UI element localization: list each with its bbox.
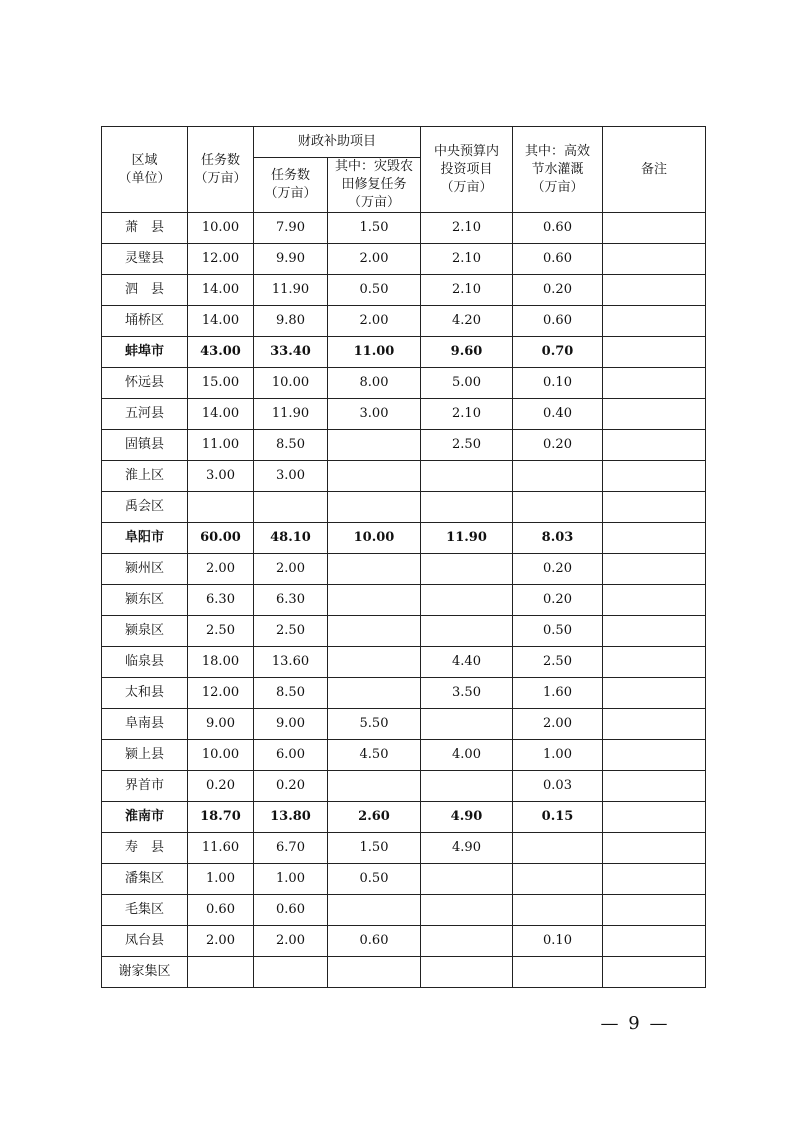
table-row: [102, 244, 706, 275]
cell-remark: [603, 430, 706, 461]
header-fiscal: 财政补助项目: [254, 127, 421, 158]
table-row: [102, 585, 706, 616]
cell-irrigation: 2.00: [513, 709, 603, 740]
cell-central: 2.50: [421, 430, 513, 461]
cell-task: 11.60: [188, 833, 254, 864]
cell-irrigation: [513, 833, 603, 864]
cell-fiscal: 9.00: [254, 709, 328, 740]
cell-central: 4.20: [421, 306, 513, 337]
cell-central: 9.60: [421, 337, 513, 368]
cell-irrigation: 0.50: [513, 616, 603, 647]
cell-task: 10.00: [188, 740, 254, 771]
cell-central: [421, 461, 513, 492]
cell-irrigation: 0.03: [513, 771, 603, 802]
cell-central: 2.10: [421, 275, 513, 306]
cell-irrigation: 0.20: [513, 585, 603, 616]
cell-fiscal: 7.90: [254, 213, 328, 244]
cell-task: 3.00: [188, 461, 254, 492]
cell-fiscal: 1.00: [254, 864, 328, 895]
cell-disaster: [328, 616, 421, 647]
cell-central: 5.00: [421, 368, 513, 399]
table-row: [102, 554, 706, 585]
cell-fiscal: 8.50: [254, 678, 328, 709]
cell-region: 谢家集区: [102, 957, 188, 988]
cell-disaster: 8.00: [328, 368, 421, 399]
city-subtotal-row: [102, 337, 706, 368]
cell-task: [188, 957, 254, 988]
cell-central: [421, 864, 513, 895]
cell-irrigation: 1.60: [513, 678, 603, 709]
cell-fiscal: 9.90: [254, 244, 328, 275]
table-row: [102, 368, 706, 399]
cell-fiscal: 6.70: [254, 833, 328, 864]
cell-disaster: 5.50: [328, 709, 421, 740]
cell-remark: [603, 864, 706, 895]
cell-disaster: [328, 585, 421, 616]
cell-fiscal: 2.00: [254, 554, 328, 585]
cell-task: 60.00: [188, 523, 254, 554]
cell-irrigation: 0.20: [513, 275, 603, 306]
cell-disaster: [328, 957, 421, 988]
cell-central: 4.40: [421, 647, 513, 678]
cell-central: 4.90: [421, 802, 513, 833]
cell-disaster: [328, 895, 421, 926]
cell-region: 五河县: [102, 399, 188, 430]
cell-task: 43.00: [188, 337, 254, 368]
cell-fiscal: 6.00: [254, 740, 328, 771]
cell-remark: [603, 213, 706, 244]
cell-remark: [603, 647, 706, 678]
cell-region: 寿 县: [102, 833, 188, 864]
cell-remark: [603, 957, 706, 988]
cell-region: 阜阳市: [102, 523, 188, 554]
cell-irrigation: 0.20: [513, 554, 603, 585]
header-region: 区域 （单位）: [102, 127, 188, 213]
cell-central: 2.10: [421, 213, 513, 244]
city-subtotal-row: [102, 523, 706, 554]
cell-disaster: 1.50: [328, 213, 421, 244]
cell-fiscal: 8.50: [254, 430, 328, 461]
cell-fiscal: 13.80: [254, 802, 328, 833]
cell-fiscal: 2.00: [254, 926, 328, 957]
cell-irrigation: 0.60: [513, 306, 603, 337]
cell-region: 萧 县: [102, 213, 188, 244]
cell-central: [421, 616, 513, 647]
cell-irrigation: 0.20: [513, 430, 603, 461]
cell-remark: [603, 368, 706, 399]
cell-task: 12.00: [188, 678, 254, 709]
cell-irrigation: [513, 461, 603, 492]
table-row: [102, 926, 706, 957]
cell-remark: [603, 678, 706, 709]
cell-central: 2.10: [421, 244, 513, 275]
cell-central: 11.90: [421, 523, 513, 554]
cell-irrigation: [513, 492, 603, 523]
cell-task: 0.20: [188, 771, 254, 802]
cell-task: 1.00: [188, 864, 254, 895]
cell-task: 2.00: [188, 926, 254, 957]
cell-central: 2.10: [421, 399, 513, 430]
cell-remark: [603, 399, 706, 430]
table-row: [102, 213, 706, 244]
cell-disaster: 2.00: [328, 306, 421, 337]
cell-remark: [603, 337, 706, 368]
cell-task: [188, 492, 254, 523]
cell-disaster: [328, 430, 421, 461]
cell-task: 11.00: [188, 430, 254, 461]
cell-disaster: 4.50: [328, 740, 421, 771]
cell-remark: [603, 833, 706, 864]
cell-remark: [603, 523, 706, 554]
cell-disaster: 2.00: [328, 244, 421, 275]
table-row: [102, 864, 706, 895]
cell-task: 6.30: [188, 585, 254, 616]
cell-task: 2.50: [188, 616, 254, 647]
cell-irrigation: 0.70: [513, 337, 603, 368]
cell-remark: [603, 585, 706, 616]
cell-central: [421, 709, 513, 740]
cell-remark: [603, 275, 706, 306]
cell-irrigation: 0.10: [513, 926, 603, 957]
cell-irrigation: 0.10: [513, 368, 603, 399]
cell-task: 9.00: [188, 709, 254, 740]
cell-disaster: [328, 771, 421, 802]
cell-irrigation: [513, 864, 603, 895]
cell-task: 18.70: [188, 802, 254, 833]
table-row: [102, 895, 706, 926]
cell-region: 颍上县: [102, 740, 188, 771]
table-row: [102, 771, 706, 802]
cell-fiscal: [254, 957, 328, 988]
table-row: [102, 678, 706, 709]
cell-region: 潘集区: [102, 864, 188, 895]
cell-region: 淮南市: [102, 802, 188, 833]
cell-region: 固镇县: [102, 430, 188, 461]
header-fiscal-task: 任务数 （万亩）: [254, 158, 328, 213]
cell-task: 14.00: [188, 399, 254, 430]
cell-disaster: 10.00: [328, 523, 421, 554]
table-header: [102, 127, 706, 213]
table-row: [102, 616, 706, 647]
cell-irrigation: 0.15: [513, 802, 603, 833]
table-row: [102, 430, 706, 461]
cell-region: 颍泉区: [102, 616, 188, 647]
cell-region: 凤台县: [102, 926, 188, 957]
cell-irrigation: 2.50: [513, 647, 603, 678]
cell-central: [421, 926, 513, 957]
cell-disaster: [328, 492, 421, 523]
cell-disaster: 3.00: [328, 399, 421, 430]
cell-region: 界首市: [102, 771, 188, 802]
cell-region: 蚌埠市: [102, 337, 188, 368]
cell-irrigation: 0.60: [513, 244, 603, 275]
cell-irrigation: [513, 957, 603, 988]
cell-disaster: 1.50: [328, 833, 421, 864]
cell-region: 灵璧县: [102, 244, 188, 275]
cell-irrigation: 8.03: [513, 523, 603, 554]
cell-region: 颍东区: [102, 585, 188, 616]
cell-disaster: 2.60: [328, 802, 421, 833]
cell-remark: [603, 244, 706, 275]
table-row: [102, 461, 706, 492]
cell-task: 12.00: [188, 244, 254, 275]
cell-region: 淮上区: [102, 461, 188, 492]
cell-remark: [603, 306, 706, 337]
cell-region: 毛集区: [102, 895, 188, 926]
table-row: [102, 647, 706, 678]
cell-central: [421, 492, 513, 523]
table-row: [102, 306, 706, 337]
cell-remark: [603, 895, 706, 926]
cell-fiscal: 6.30: [254, 585, 328, 616]
cell-fiscal: 48.10: [254, 523, 328, 554]
cell-remark: [603, 802, 706, 833]
cell-disaster: 0.60: [328, 926, 421, 957]
cell-central: [421, 771, 513, 802]
table-row: [102, 957, 706, 988]
cell-task: 14.00: [188, 306, 254, 337]
table-row: [102, 275, 706, 306]
table-row: [102, 833, 706, 864]
cell-task: 18.00: [188, 647, 254, 678]
cell-irrigation: 0.60: [513, 213, 603, 244]
cell-remark: [603, 461, 706, 492]
cell-disaster: [328, 461, 421, 492]
cell-region: 阜南县: [102, 709, 188, 740]
cell-remark: [603, 926, 706, 957]
cell-central: [421, 554, 513, 585]
cell-disaster: 0.50: [328, 864, 421, 895]
cell-region: 临泉县: [102, 647, 188, 678]
cell-task: 14.00: [188, 275, 254, 306]
cell-fiscal: 33.40: [254, 337, 328, 368]
cell-region: 颍州区: [102, 554, 188, 585]
cell-central: 4.90: [421, 833, 513, 864]
cell-irrigation: 1.00: [513, 740, 603, 771]
cell-task: 2.00: [188, 554, 254, 585]
task-allocation-table: [101, 126, 706, 988]
header-task: 任务数 （万亩）: [188, 127, 254, 213]
table-body: [102, 213, 706, 988]
cell-task: 0.60: [188, 895, 254, 926]
page-number: — 9 —: [600, 1013, 670, 1034]
cell-remark: [603, 709, 706, 740]
cell-task: 10.00: [188, 213, 254, 244]
cell-central: 3.50: [421, 678, 513, 709]
cell-remark: [603, 492, 706, 523]
cell-task: 15.00: [188, 368, 254, 399]
cell-fiscal: 2.50: [254, 616, 328, 647]
cell-region: 怀远县: [102, 368, 188, 399]
header-central: 中央预算内 投资项目 （万亩）: [421, 127, 513, 213]
cell-fiscal: 10.00: [254, 368, 328, 399]
table-row: [102, 492, 706, 523]
cell-irrigation: 0.40: [513, 399, 603, 430]
header-irrigation: 其中：高效 节水灌溉 （万亩）: [513, 127, 603, 213]
cell-region: 泗 县: [102, 275, 188, 306]
cell-remark: [603, 771, 706, 802]
cell-disaster: [328, 647, 421, 678]
cell-irrigation: [513, 895, 603, 926]
cell-fiscal: 13.60: [254, 647, 328, 678]
cell-fiscal: [254, 492, 328, 523]
cell-region: 太和县: [102, 678, 188, 709]
cell-disaster: [328, 554, 421, 585]
header-disaster: 其中：灾毁农 田修复任务 （万亩）: [328, 158, 421, 213]
table-row: [102, 709, 706, 740]
cell-central: [421, 895, 513, 926]
cell-disaster: [328, 678, 421, 709]
cell-fiscal: 11.90: [254, 399, 328, 430]
cell-remark: [603, 740, 706, 771]
cell-region: 埇桥区: [102, 306, 188, 337]
cell-central: [421, 957, 513, 988]
cell-disaster: 11.00: [328, 337, 421, 368]
cell-fiscal: 9.80: [254, 306, 328, 337]
cell-region: 禹会区: [102, 492, 188, 523]
cell-remark: [603, 554, 706, 585]
cell-fiscal: 0.20: [254, 771, 328, 802]
cell-fiscal: 3.00: [254, 461, 328, 492]
header-remark: 备注: [603, 127, 706, 213]
cell-central: [421, 585, 513, 616]
cell-remark: [603, 616, 706, 647]
table-row: [102, 740, 706, 771]
cell-central: 4.00: [421, 740, 513, 771]
cell-disaster: 0.50: [328, 275, 421, 306]
table-row: [102, 399, 706, 430]
cell-fiscal: 11.90: [254, 275, 328, 306]
city-subtotal-row: [102, 802, 706, 833]
cell-fiscal: 0.60: [254, 895, 328, 926]
